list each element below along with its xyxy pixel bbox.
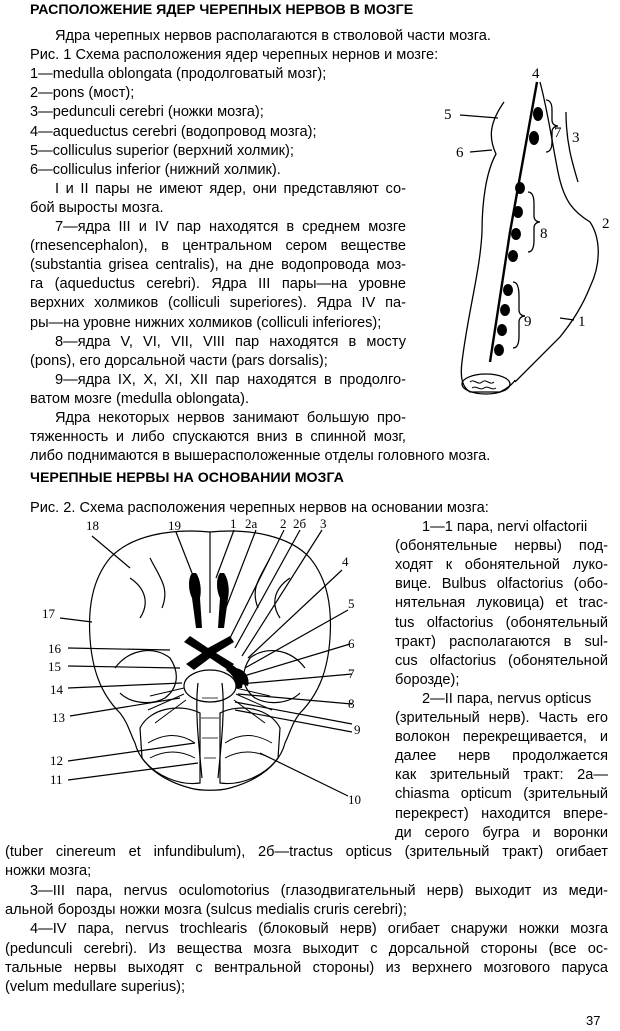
text-line: ватом мозге (medulla oblongata). <box>30 390 250 407</box>
fig2-label: 5 <box>348 596 355 611</box>
text-line: далее нерв продолжается <box>395 748 608 765</box>
text-line: 8—ядра V, VI, VII, VIII пар находятся в мосту <box>55 333 406 350</box>
text-line: борозде); <box>395 671 460 688</box>
text-line: ножки мозга; <box>5 863 92 880</box>
text-line: 3—III пара, nervus oculomotorius (глазодвигательный нерв) выходит из меди- <box>30 882 608 899</box>
text-line: верхних холмиков (colliculi superiores). Ядра IV па- <box>30 295 406 312</box>
text-line: tus olfactorius (обонятельный <box>395 614 608 631</box>
text-line: 1—1 пара, nervi olfactorii <box>422 519 588 535</box>
fig2-label: 13 <box>52 710 65 725</box>
text-line: (обонятельные нервы) под- <box>395 538 608 555</box>
text-line: га (aqueductus cerebri). Ядра III пары—на уровне <box>30 276 406 293</box>
fig2-label: 2а <box>245 518 258 531</box>
fig1-label: 2 <box>602 216 610 232</box>
fig2-label: 14 <box>50 682 63 697</box>
fig2-label: 6 <box>348 636 355 651</box>
fig2-label: 12 <box>50 753 63 768</box>
text-line: ди серого бугра и воронки <box>395 824 608 841</box>
fig2-label: 7 <box>348 666 355 681</box>
text-line: Ядра некоторых нервов занимают большую про- <box>55 410 406 426</box>
text-line: 4—aqueductus cerebri (водопровод мозга); <box>30 123 317 140</box>
text-line: бой выросты мозга. <box>30 199 164 216</box>
text-line: cus olfactorius (обонятельной <box>395 652 608 669</box>
text-line: тальные нервы выходят с вентральной стороны) из верхнего мозгового паруса <box>5 959 608 976</box>
fig2-label: 11 <box>50 772 63 787</box>
text-line: 2—pons (мост); <box>30 85 135 102</box>
text-line: альной борозды ножки мозга (sulcus medialis cruris cerebri); <box>5 901 407 918</box>
text-line: 6—colliculus inferior (нижний холмик). <box>30 161 281 178</box>
text-line: chiasma opticum (зрительный <box>395 786 608 803</box>
fig2-label: 3 <box>320 518 327 531</box>
fig2-label: 15 <box>48 659 61 674</box>
fig2-label: 10 <box>348 792 361 807</box>
nuclei-dots <box>494 107 543 356</box>
fig2-label: 18 <box>86 518 99 533</box>
text-line: Ядра черепных нервов располагаются в стволовой части мозга. <box>55 28 491 44</box>
text-line: (substantia grisea centralis), на дне водопровода моз- <box>30 257 406 274</box>
text-line: 3—pedunculi cerebri (ножки мозга); <box>30 104 264 121</box>
text-line: перекрест) находится впере- <box>395 805 608 822</box>
fig2-label: 9 <box>354 722 361 737</box>
fig1-label: 7 <box>554 125 562 141</box>
text-line: (pedunculi cerebri). Из вещества мозга выходит с дорсальной стороны (все ос- <box>5 940 608 957</box>
text-line: ходят к обонятельной луко- <box>395 557 608 574</box>
text-line: (зрительный нерв). Часть его <box>395 710 608 726</box>
text-line: тракт) располагаются в sul- <box>395 633 608 650</box>
fig2-label: 8 <box>348 696 355 711</box>
fig2-label: 4 <box>342 554 349 569</box>
section-title-base: ЧЕРЕПНЫЕ НЕРВЫ НА ОСНОВАНИИ МОЗГА <box>30 470 344 486</box>
text-line: 9—ядра IX, X, XI, XII пар находятся в продолго- <box>55 371 406 388</box>
fig2-label: 1 <box>230 518 237 531</box>
text-line: 5—colliculus superior (верхний холмик); <box>30 142 294 159</box>
figure-2-brain-base <box>30 518 390 808</box>
text-line: 4—IV пара, nervus trochlearis (блоковый нерв) огибает снаружи ножки мозга <box>30 921 608 938</box>
fig1-label: 4 <box>532 66 540 82</box>
fig2-label: 17 <box>42 606 55 621</box>
text-line: 1—medulla oblongata (продолговатый мозг); <box>30 66 327 83</box>
fig2-label: 16 <box>48 641 61 656</box>
text-line: вице. Bulbus olfactorius (обо- <box>395 576 608 593</box>
text-line: I и II пары не имеют ядер, они представляют со- <box>55 180 406 197</box>
text-line: 7—ядра III и IV пар находятся в среднем мозге <box>55 219 406 235</box>
fig1-label: 6 <box>456 145 464 161</box>
text-line: как зрительный тракт: 2а— <box>395 767 608 784</box>
text-line: (tuber cinereum et infundibulum), 2б—tractus opticus (зрительный тракт) огибает <box>5 844 608 860</box>
fig1-label: 8 <box>540 226 548 242</box>
text-line: тяженность и либо спускаются вниз в спинной мозг, <box>30 429 406 446</box>
fig2-label: 2 <box>280 518 287 531</box>
figure-1-brainstem-scheme <box>440 62 618 402</box>
fig2-label: 2б <box>293 518 307 531</box>
text-line: волокон перекрещивается, и <box>395 729 608 746</box>
text-line: (velum medullare superius); <box>5 979 186 996</box>
figure-2-caption: Рис. 2. Схема расположения черепных нервов на основании мозга: <box>30 500 489 516</box>
fig1-label: 3 <box>572 130 580 146</box>
text-line: 2—II пара, nervus opticus <box>422 690 592 707</box>
text-line: ры—на уровне нижних холмиков (colliculi inferiores); <box>30 314 382 331</box>
fig2-label: 19 <box>168 518 181 533</box>
fig1-label: 9 <box>524 314 532 330</box>
fig1-label: 5 <box>444 107 452 123</box>
text-line: (rnesencephalon), в центральном сером веществе <box>30 238 406 255</box>
text-line: нятельная луковица) et trac- <box>395 595 608 612</box>
fig1-label: 1 <box>578 314 586 330</box>
section-title-nuclei: РАСПОЛОЖЕНИЕ ЯДЕР ЧЕРЕПНЫХ НЕРВОВ В МОЗГЕ <box>30 2 414 18</box>
text-line: либо поднимаются в вышерасположенные отделы головного мозга. <box>30 448 491 465</box>
text-line: (pons), его дорсальной части (pars dorsalis); <box>30 352 328 369</box>
page-number: 37 <box>586 1013 601 1028</box>
text-line: Рис. 1 Схема расположения ядер черепных нернов и мозге: <box>30 47 439 64</box>
